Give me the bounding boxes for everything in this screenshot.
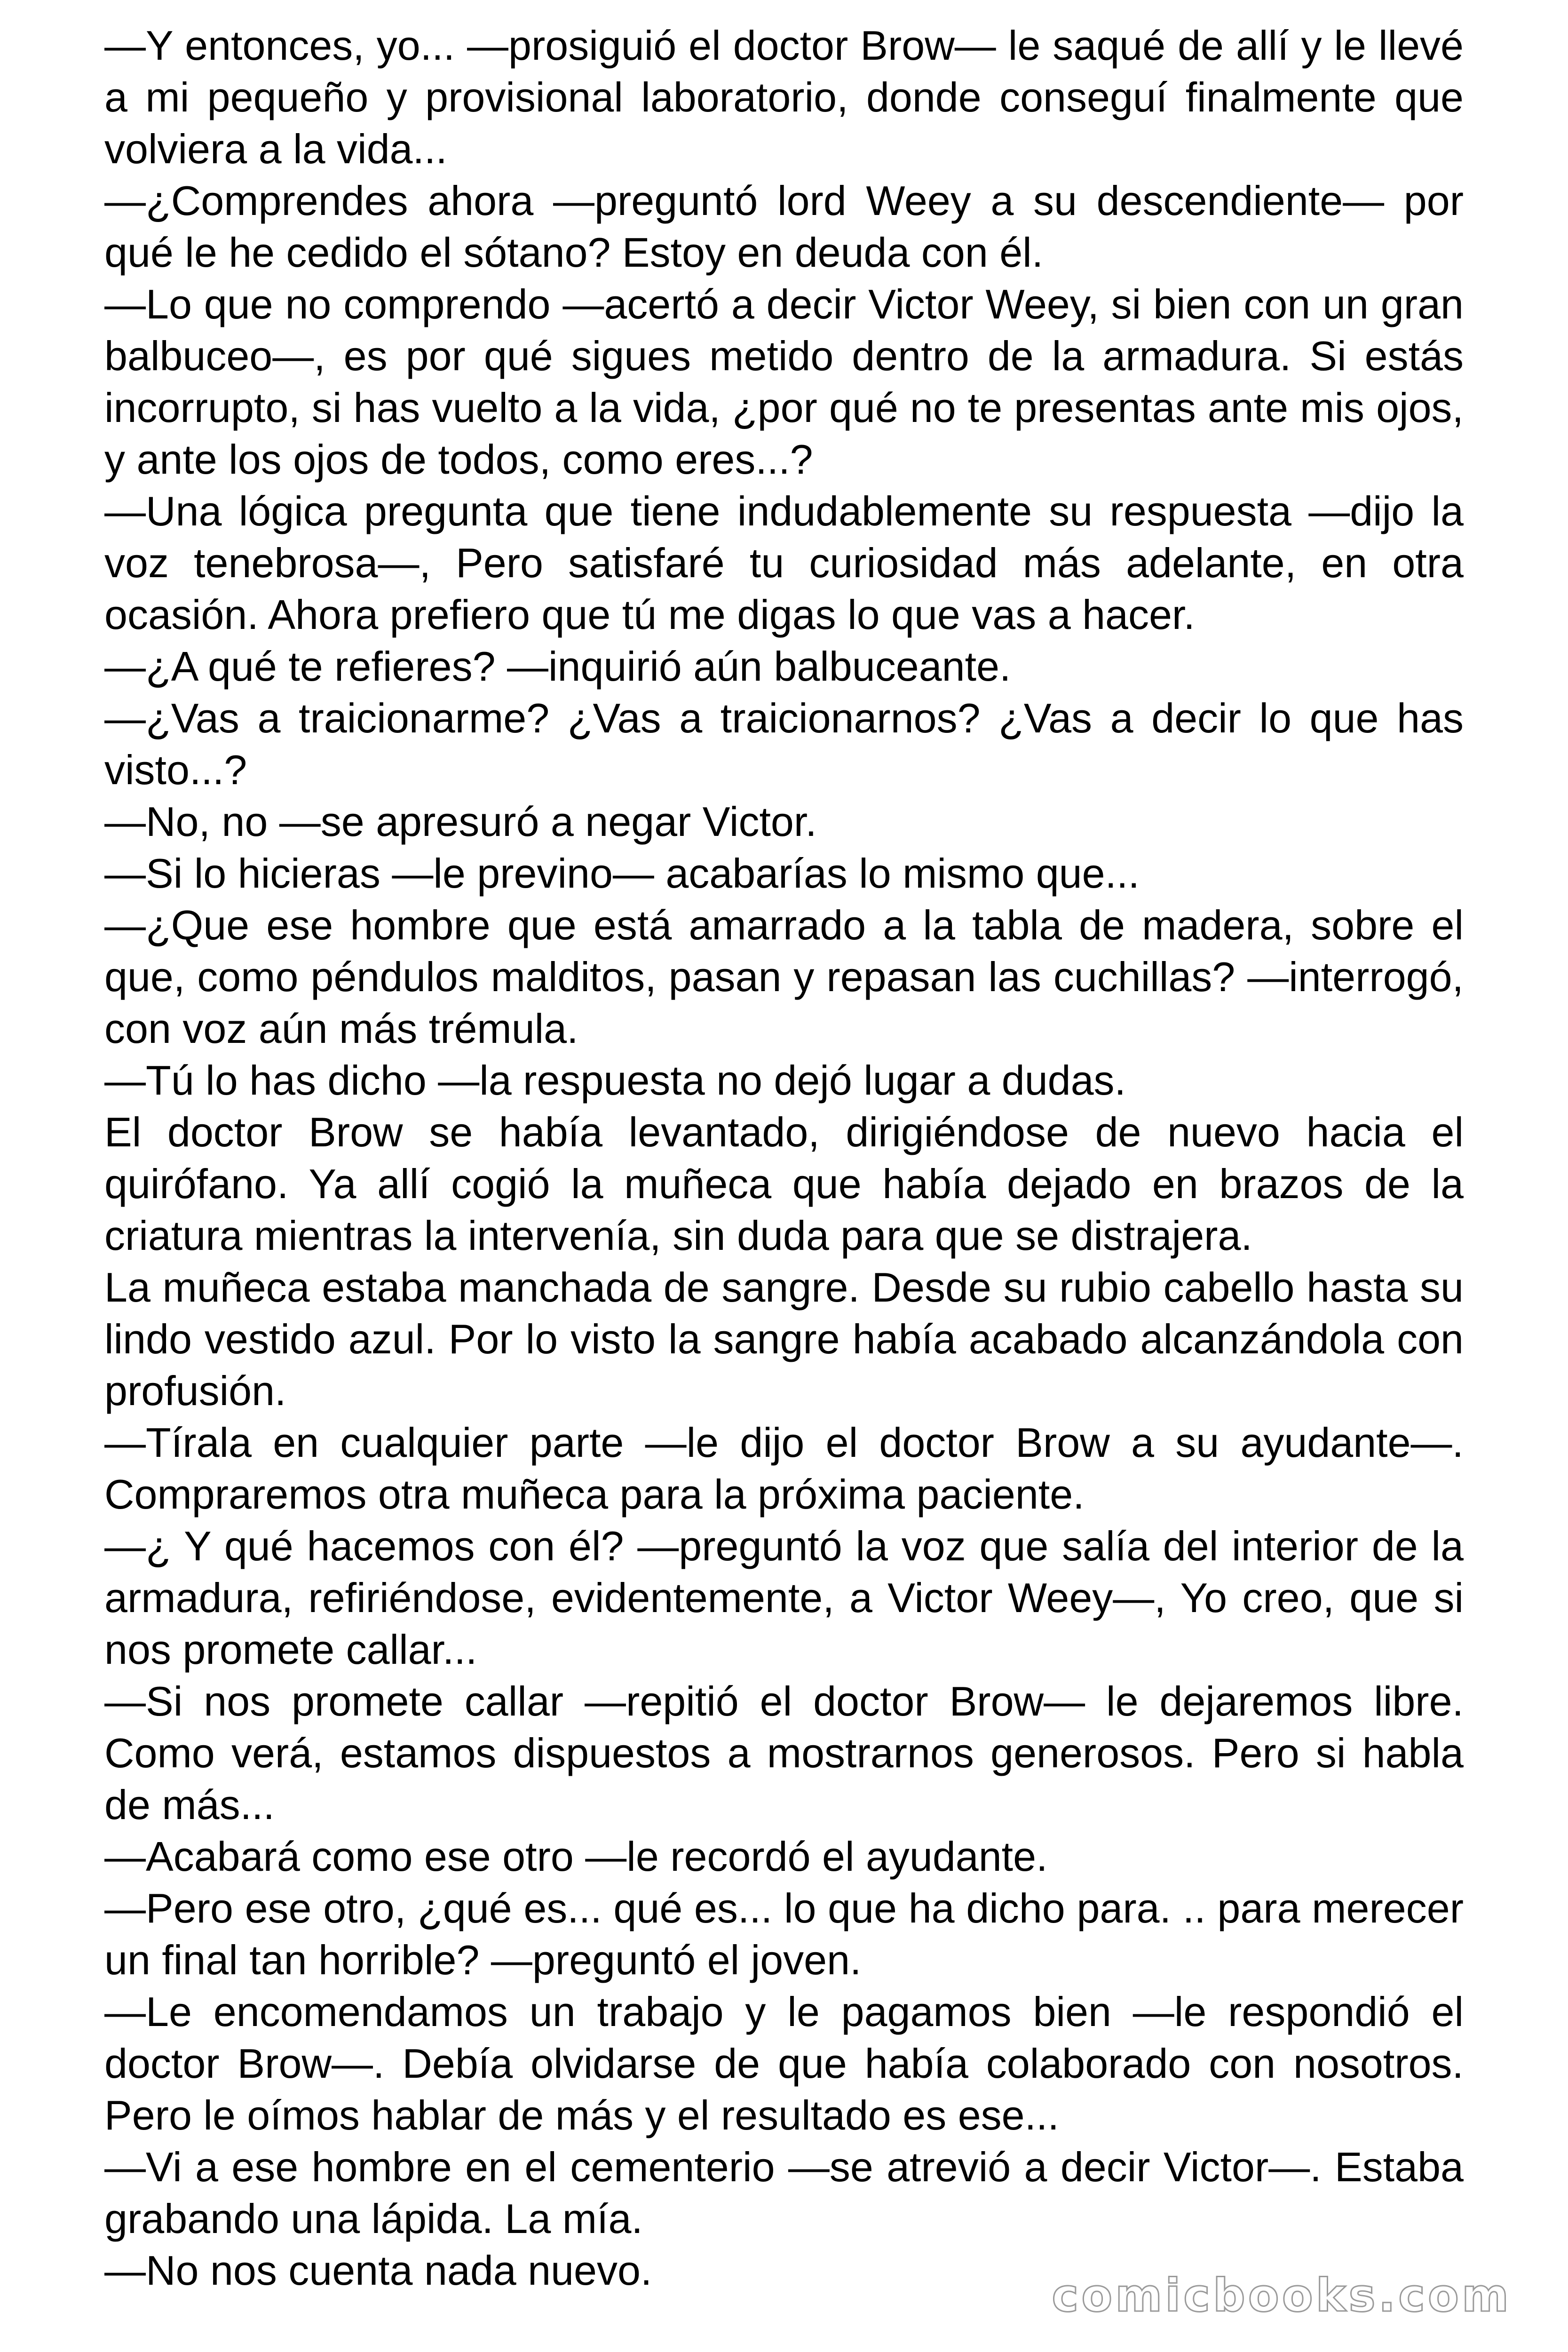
paragraph: —Lo que no comprendo —acertó a decir Victor Weey, si bien con un gran balbuceo—, es por qué sigues metido dentro de la armadura. Si estás incorrupto, si has vuelto a la vida, ¿por qué no te presentas ante mis ojos, y ante los ojos de todos, como eres...? — [104, 281, 1464, 483]
document-body — [104, 20, 1464, 2296]
paragraph: —No nos cuenta nada nuevo. — [104, 2247, 652, 2294]
paragraph: —¿A qué te refieres? —inquirió aún balbuceante. — [104, 643, 1011, 690]
watermark: comicbooks.com — [1052, 2269, 1512, 2322]
paragraph: —¿Vas a traicionarme? ¿Vas a traicionarnos? ¿Vas a decir lo que has visto...? — [104, 695, 1464, 793]
paragraph: El doctor Brow se había levantado, dirigiéndose de nuevo hacia el quirófano. Ya allí cogió la muñeca que había dejado en brazos de la criatura mientras la intervenía, sin duda para que se distrajera. — [104, 1109, 1464, 1259]
paragraph: —Vi a ese hombre en el cementerio —se atrevió a decir Victor—. Estaba grabando una lápida. La mía. — [104, 2144, 1464, 2242]
paragraph: —Y entonces, yo... —prosiguió el doctor Brow— le saqué de allí y le llevé a mi pequeño y provisional laboratorio, donde conseguí finalmente que volviera a la vida... — [104, 22, 1464, 172]
paragraph: —Pero ese otro, ¿qué es... qué es... lo que ha dicho para. .. para merecer un final tan horrible? —preguntó el joven. — [104, 1885, 1464, 1983]
paragraph: —Si nos promete callar —repitió el doctor Brow— le dejaremos libre. Como verá, estamos dispuestos a mostrarnos generosos. Pero si habla de más... — [104, 1678, 1464, 1828]
paragraph: —Tírala en cualquier parte —le dijo el doctor Brow a su ayudante—. Compraremos otra muñeca para la próxima paciente. — [104, 1419, 1464, 1518]
paragraph: —¿Comprendes ahora —preguntó lord Weey a su descendiente— por qué le he cedido el sótano? Estoy en deuda con él. — [104, 177, 1464, 276]
paragraph: —Tú lo has dicho —la respuesta no dejó lugar a dudas. — [104, 1057, 1126, 1104]
paragraph: La muñeca estaba manchada de sangre. Desde su rubio cabello hasta su lindo vestido azul. Por lo visto la sangre había acabado alcanzándola con profusión. — [104, 1264, 1464, 1414]
paragraph: —Si lo hicieras —le previno— acabarías lo mismo que... — [104, 850, 1140, 897]
paragraph: —¿Que ese hombre que está amarrado a la tabla de madera, sobre el que, como péndulos malditos, pasan y repasan las cuchillas? —interrogó, con voz aún más trémula. — [104, 902, 1464, 1052]
paragraph: —Una lógica pregunta que tiene indudablemente su respuesta —dijo la voz tenebrosa—, Pero satisfaré tu curiosidad más adelante, en otra ocasión. Ahora prefiero que tú me digas lo que vas a hacer. — [104, 488, 1464, 638]
paragraph: —Le encomendamos un trabajo y le pagamos bien —le respondió el doctor Brow—. Debía olvidarse de que había colaborado con nosotros. Pero le oímos hablar de más y el resultado es ese... — [104, 1988, 1464, 2138]
paragraph: —Acabará como ese otro —le recordó el ayudante. — [104, 1833, 1048, 1880]
paragraph: —No, no —se apresuró a negar Victor. — [104, 798, 817, 845]
paragraph: —¿ Y qué hacemos con él? —preguntó la voz que salía del interior de la armadura, refiriéndose, evidentemente, a Victor Weey—, Yo creo, que si nos promete callar... — [104, 1523, 1464, 1673]
